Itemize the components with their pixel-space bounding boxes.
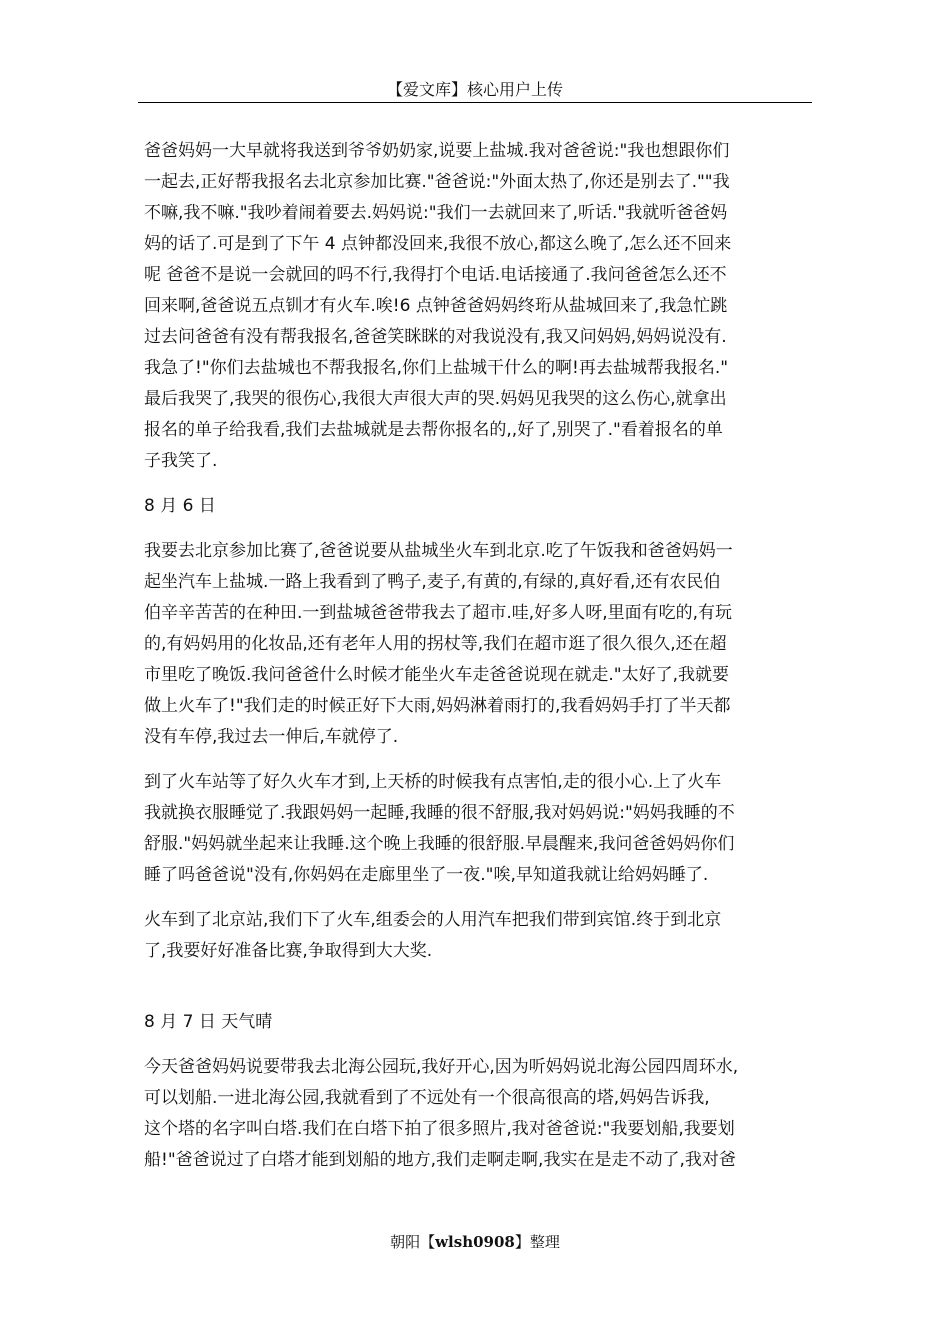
paragraph-2 <box>144 536 814 753</box>
text-line: 没有车停,我过去一伸后,车就停了. <box>144 727 399 747</box>
text-line: 做上火车了!"我们走的时候正好下大雨,妈妈淋着雨打的,我看妈妈手打了半天都 <box>144 696 731 716</box>
paragraph-4 <box>144 905 814 967</box>
footer-suffix: 】整理 <box>514 1233 560 1251</box>
date-heading-aug-6 <box>144 491 814 522</box>
text-line: 今天爸爸妈妈说要带我去北海公园玩,我好开心,因为听妈妈说北海公园四周环水, <box>144 1057 739 1077</box>
text-line: 睡了吗爸爸说"没有,你妈妈在走廊里坐了一夜."唉,早知道我就让给妈妈睡了. <box>144 865 709 885</box>
document-body <box>144 136 814 1190</box>
paragraph-1 <box>144 136 814 477</box>
text-line: 起坐汽车上盐城.一路上我看到了鸭子,麦子,有黄的,有绿的,真好看,还有农民伯 <box>144 572 721 592</box>
text-line: 报名的单子给我看,我们去盐城就是去帮你报名的,,好了,别哭了."看着报名的单 <box>144 420 723 440</box>
text-line: 过去问爸爸有没有帮我报名,爸爸笑眯眯的对我说没有,我又问妈妈,妈妈说没有. <box>144 327 727 347</box>
text-line: 舒服."妈妈就坐起来让我睡.这个晚上我睡的很舒服.早晨醒来,我问爸爸妈妈你们 <box>144 834 735 854</box>
paragraph-3 <box>144 767 814 891</box>
text-line: 市里吃了晚饭.我问爸爸什么时候才能坐火车走爸爸说现在就走."太好了,我就要 <box>144 665 730 685</box>
header-rule <box>138 102 812 103</box>
text-line: 的,有妈妈用的化妆品,还有老年人用的拐杖等,我们在超市逛了很久很久,还在超 <box>144 634 727 654</box>
text-line: 我要去北京参加比赛了,爸爸说要从盐城坐火车到北京.吃了午饭我和爸爸妈妈一 <box>144 541 733 561</box>
blank-gap <box>144 981 814 1007</box>
text-line: 可以划船.一进北海公园,我就看到了不远处有一个很高很高的塔,妈妈告诉我, <box>144 1088 710 1108</box>
text-line: 火车到了北京站,我们下了火车,组委会的人用汽车把我们带到宾馆.终于到北京 <box>144 910 722 930</box>
text-line: 了,我要好好准备比赛,争取得到大大奖. <box>144 941 433 961</box>
text-line: 不嘛,我不嘛."我吵着闹着要去.妈妈说:"我们一去就回来了,听话."我就听爸爸妈 <box>144 203 728 223</box>
text-line: 子我笑了. <box>144 451 218 471</box>
page-footer <box>0 1232 950 1252</box>
text-line: 到了火车站等了好久火车才到,上天桥的时候我有点害怕,走的很小心.上了火车 <box>144 772 722 792</box>
text-line: 我就换衣服睡觉了.我跟妈妈一起睡,我睡的很不舒服,我对妈妈说:"妈妈我睡的不 <box>144 803 735 823</box>
text-line: 8 月 6 日 <box>144 496 216 516</box>
page-header: 【爱文库】核心用户上传 <box>386 80 563 99</box>
footer-id: wlsh0908 <box>435 1233 515 1251</box>
text-line: 我急了!"你们去盐城也不帮我报名,你们上盐城干什么的啊!再去盐城帮我报名." <box>144 358 729 378</box>
text-line: 爸爸妈妈一大早就将我送到爷爷奶奶家,说要上盐城.我对爸爸说:"我也想跟你们 <box>144 141 730 161</box>
text-line: 船!"爸爸说过了白塔才能到划船的地方,我们走啊走啊,我实在是走不动了,我对爸 <box>144 1150 736 1170</box>
text-line: 伯辛辛苦苦的在种田.一到盐城爸爸带我去了超市.哇,好多人呀,里面有吃的,有玩 <box>144 603 733 623</box>
text-line: 这个塔的名字叫白塔.我们在白塔下拍了很多照片,我对爸爸说:"我要划船,我要划 <box>144 1119 735 1139</box>
footer-prefix: 朝阳【 <box>390 1233 436 1251</box>
date-heading-aug-7 <box>144 1007 814 1038</box>
text-line: 8 月 7 日 天气晴 <box>144 1012 273 1032</box>
text-line: 最后我哭了,我哭的很伤心,我很大声很大声的哭.妈妈见我哭的这么伤心,就拿出 <box>144 389 727 409</box>
text-line: 回来啊,爸爸说五点钏才有火车.唉!6 点钟爸爸妈妈终珩从盐城回来了,我急忙跳 <box>144 296 728 316</box>
text-line: 一起去,正好帮我报名去北京参加比赛."爸爸说:"外面太热了,你还是别去了.""我 <box>144 172 730 192</box>
text-line: 妈的话了.可是到了下午 4 点钟都没回来,我很不放心,都这么晚了,怎么还不回来 <box>144 234 732 254</box>
text-line: 呢 爸爸不是说一会就回的吗不行,我得打个电话.电话接通了.我问爸爸怎么还不 <box>144 265 727 285</box>
paragraph-5 <box>144 1052 814 1176</box>
